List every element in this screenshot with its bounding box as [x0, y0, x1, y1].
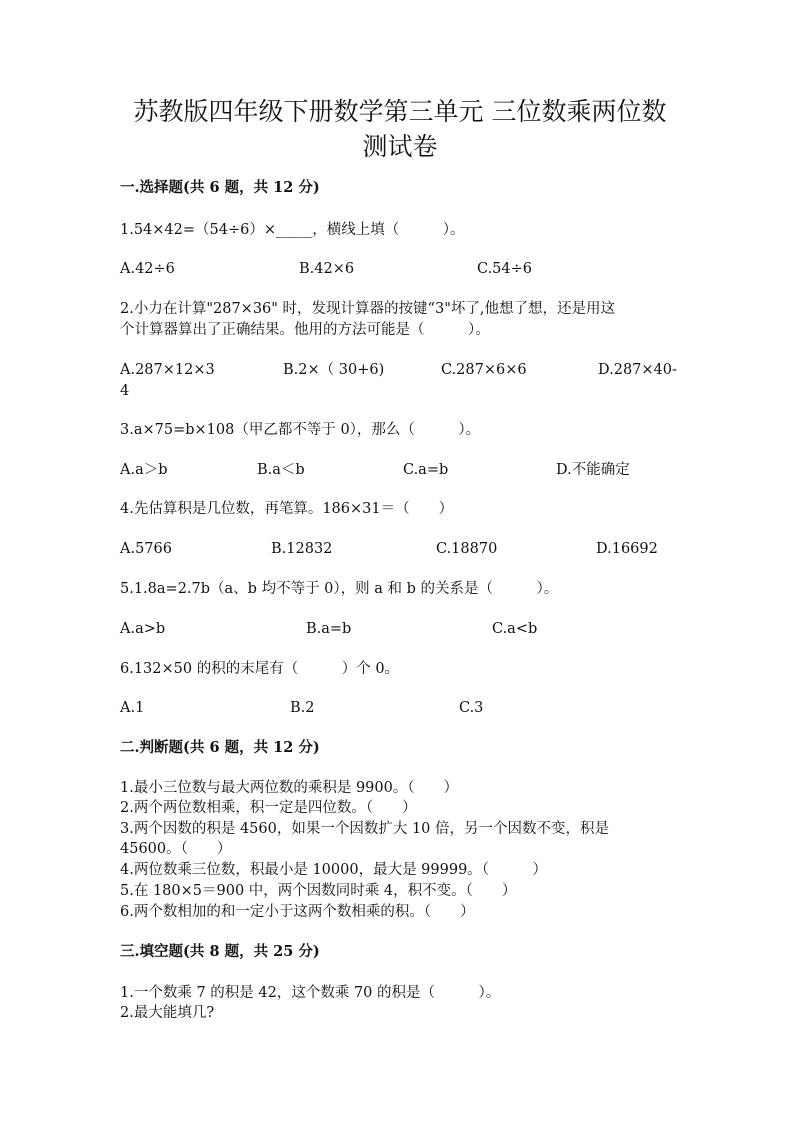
answer-option: A.5766 — [120, 541, 172, 557]
question-stem: 3.a×75=b×108（甲乙都不等于 0），那么（ ）。 — [120, 422, 481, 438]
answer-option: C.a=b — [403, 462, 449, 478]
answer-option: B.12832 — [271, 541, 333, 557]
answer-option: B.a＜b — [257, 462, 305, 478]
judgement-item: 1.最小三位数与最大两位数的乘积是 9900。（ ） — [120, 780, 459, 796]
fill-blank-item: 2.最大能填几? — [120, 1005, 215, 1021]
fill-blank-item: 1.一个数乘 7 的积是 42，这个数乘 70 的积是（ ）。 — [120, 985, 501, 1001]
question-stem-continued: 个计算器算出了正确结果。他用的方法可能是（ ）。 — [120, 322, 490, 338]
section-heading: 一.选择题(共 6 题，共 12 分) — [120, 179, 320, 196]
answer-option: C.18870 — [436, 541, 498, 557]
answer-option: B.2 — [290, 700, 315, 716]
judgement-item: 2.两个两位数相乘，积一定是四位数。（ ） — [120, 800, 417, 816]
answer-option: A.42÷6 — [120, 261, 175, 277]
answer-option: D.287×40- — [598, 362, 677, 378]
judgement-item: 6.两个数相加的和一定小于这两个数相乘的积。（ ） — [120, 904, 475, 920]
answer-option: B.2×（ 30+6) — [283, 362, 385, 378]
judgement-item: 4.两位数乘三位数，积最小是 10000，最大是 99999。（ ） — [120, 862, 548, 878]
answer-option: A.a＞b — [120, 462, 168, 478]
section-heading: 三.填空题(共 8 题，共 25 分) — [120, 943, 320, 960]
question-stem: 1.54×42=（54÷6）×_____，横线上填（ ）。 — [120, 222, 465, 238]
question-stem: 5.1.8a=2.7b（a、b 均不等于 0），则 a 和 b 的关系是（ ）。 — [120, 581, 559, 597]
judgement-item: 3.两个因数的积是 4560，如果一个因数扩大 10 倍，另一个因数不变，积是 — [120, 821, 610, 837]
judgement-item-continued: 45600。（ ） — [120, 841, 232, 857]
answer-option: C.a<b — [492, 621, 538, 637]
answer-option-continued: 4 — [120, 383, 130, 399]
page-title: 苏教版四年级下册数学第三单元 三位数乘两位数 — [133, 97, 667, 126]
answer-option: C.54÷6 — [477, 261, 533, 277]
answer-option: D.不能确定 — [556, 462, 630, 478]
question-stem: 2.小力在计算"287×36" 时，发现计算器的按键“3"坏了,他想了想，还是用这 — [120, 301, 615, 317]
question-stem: 6.132×50 的积的末尾有（ ）个 0。 — [120, 661, 400, 677]
answer-option: A.a>b — [120, 621, 166, 637]
answer-option: A.287×12×3 — [120, 362, 215, 378]
answer-option: A.1 — [120, 700, 145, 716]
section-heading: 二.判断题(共 6 题，共 12 分) — [120, 739, 320, 756]
page-title-line2: 测试卷 — [362, 132, 438, 161]
answer-option: C.3 — [459, 700, 484, 716]
answer-option: B.42×6 — [299, 261, 355, 277]
answer-option: B.a=b — [306, 621, 352, 637]
question-stem: 4.先估算积是几位数，再笔算。186×31＝（ ） — [120, 501, 454, 517]
judgement-item: 5.在 180×5＝900 中，两个因数同时乘 4，积不变。（ ） — [120, 883, 517, 899]
answer-option: D.16692 — [596, 541, 658, 557]
answer-option: C.287×6×6 — [441, 362, 527, 378]
